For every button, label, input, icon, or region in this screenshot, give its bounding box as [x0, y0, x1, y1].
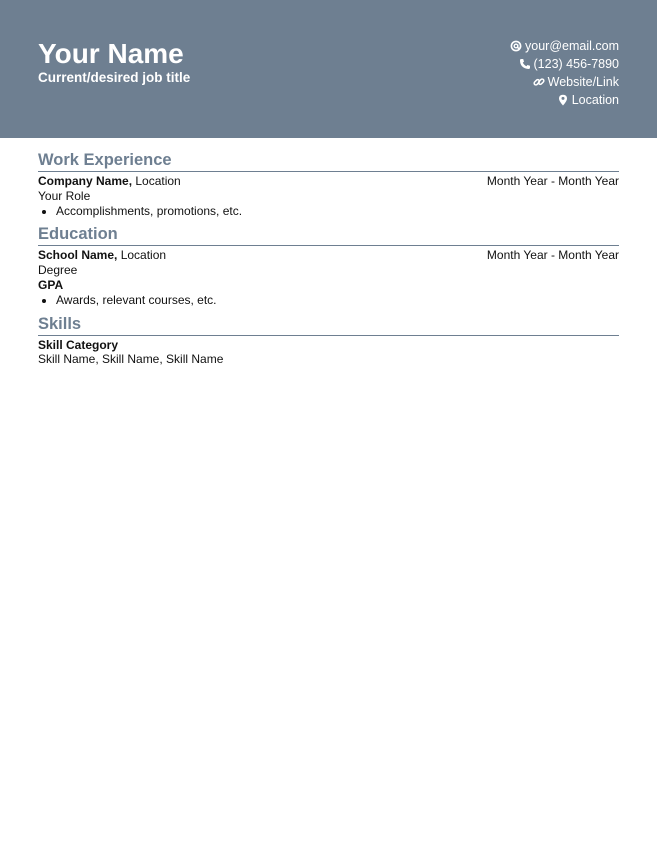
link-icon [533, 76, 545, 88]
education-dates: Month Year - Month Year [486, 248, 619, 263]
phone-icon [519, 58, 531, 70]
at-icon [510, 40, 522, 52]
work-entry-header [38, 174, 619, 189]
education-entry-header [38, 248, 619, 263]
resume-header [0, 0, 657, 138]
work-company-location [38, 174, 181, 189]
work-experience-section [38, 150, 619, 218]
email-text: your@email.com [525, 39, 619, 53]
location-text: Location [571, 93, 619, 107]
degree-text: Degree [38, 263, 78, 278]
company-name: Company Name, [38, 174, 133, 188]
section-title-education: Education [38, 224, 619, 246]
job-title: Current/desired job title [38, 70, 191, 85]
skill-list [38, 352, 619, 367]
contact-phone[interactable] [510, 55, 619, 73]
school-location: Location [117, 248, 167, 263]
contact-email[interactable] [510, 37, 619, 55]
work-role [38, 189, 619, 204]
education-school-location [38, 248, 166, 263]
phone-text: (123) 456-7890 [533, 57, 619, 71]
skills-section [38, 314, 619, 368]
skill-list-text: Skill Name, Skill Name, Skill Name [38, 352, 224, 367]
work-dates: Month Year - Month Year [486, 174, 619, 188]
section-title-skills: Skills [38, 314, 619, 336]
contact-location [510, 91, 619, 109]
education-bullets [38, 293, 619, 308]
resume-name: Your Name [38, 38, 184, 69]
gpa [38, 278, 619, 293]
skill-category [38, 338, 619, 353]
school-name: School Name, [38, 248, 118, 263]
resume-body [38, 150, 619, 373]
work-bullets [38, 204, 619, 219]
section-title-work: Work Experience [38, 150, 619, 172]
role-text: Your Role [38, 188, 91, 203]
degree [38, 263, 619, 278]
location-pin-icon [557, 94, 569, 106]
skill-category-text: Skill Category [38, 337, 119, 352]
contact-website[interactable] [510, 73, 619, 91]
list-item: • Awards, relevant courses, etc. [56, 293, 619, 308]
contact-info [510, 37, 619, 109]
gpa-text: GPA [38, 277, 64, 292]
website-text: Website/Link [547, 75, 619, 89]
list-item: • Accomplishments, promotions, etc. [56, 204, 619, 219]
company-location: Location [132, 174, 181, 188]
education-section [38, 224, 619, 307]
